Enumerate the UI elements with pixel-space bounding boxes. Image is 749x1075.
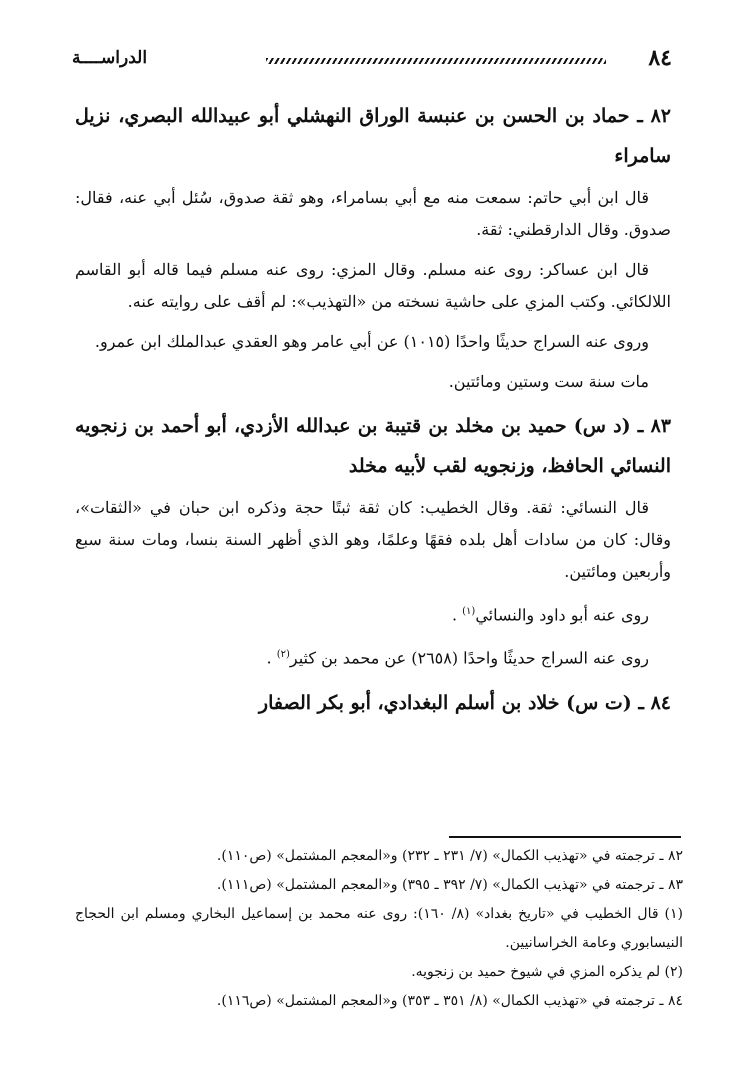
- footnote-1: (١) قال الخطيب في «تاريخ بغداد» (٨/ ١٦٠): روى عنه محمد بن إسماعيل البخاري ومسلم ابن الحجاج النيسابوري وعامة الخراسانيين.: [75, 906, 683, 951]
- entry-82-paragraph-4: مات سنة ست وستين ومائتين.: [448, 372, 649, 391]
- entry-83-paragraph-3-text: روى عنه السراج حديثًا واحدًا (٢٦٥٨) عن محمد بن كثير: [289, 648, 649, 668]
- footnote-82: ٨٢ ـ ترجمته في «تهذيب الكمال» (٧/ ٢٣١ ـ ٢٣٢) و«المعجم المشتمل» (ص١١٠).: [216, 848, 683, 864]
- entry-82-paragraph-2: قال ابن عساكر: روى عنه مسلم. وقال المزي: روى عنه مسلم فيما قاله أبو القاسم اللالكائي. وكتب المزي على حاشية نسخته من «التهذيب»: لم أقف على روايته عنه.: [75, 260, 671, 311]
- entry-83-paragraph-2-end: .: [451, 605, 463, 625]
- entry-83-paragraph-3-end: .: [266, 648, 277, 668]
- entry-82-paragraph-3: وروى عنه السراج حديثًا واحدًا (١٠١٥) عن أبي عامر وهو العقدي عبدالملك ابن عمرو.: [94, 332, 649, 351]
- footnote-separator: [449, 836, 681, 838]
- entry-82-paragraph-1: قال ابن أبي حاتم: سمعت منه مع أبي بسامراء، وهو ثقة صدوق، سُئل أبي عنه، فقال: صدوق. وقال الدارقطني: ثقة.: [75, 188, 671, 239]
- entry-83-paragraph-1: قال النسائي: ثقة. وقال الخطيب: كان ثقة ثبتًا حجة وذكره ابن حبان في «الثقات»، وقال: كان من سادات أهل بلده فقهًا وعلمًا، وهو الذي أظهر السنة بنسا، ومات سنة سبع وأربعين ومائتين.: [75, 498, 671, 581]
- footnote-83: ٨٣ ـ ترجمته في «تهذيب الكمال» (٧/ ٣٩٢ ـ ٣٩٥) و«المعجم المشتمل» (ص١١١).: [216, 877, 683, 893]
- entry-83-paragraph-3: [75, 639, 671, 674]
- main-text: [75, 96, 671, 729]
- page-number: ٨٤: [648, 45, 672, 71]
- footnote-marker-1: (١): [462, 606, 476, 617]
- footnote-84: ٨٤ ـ ترجمته في «تهذيب الكمال» (٨/ ٣٥١ ـ ٣٥٣) و«المعجم المشتمل» (ص١١٦).: [216, 993, 683, 1009]
- footnote-2: (٢) لم يذكره المزي في شيوخ حميد بن زنجويه.: [411, 964, 683, 980]
- entry-83-heading: ٨٣ ـ (د س) حميد بن مخلد بن قتيبة بن عبدالله الأزدي، أبو أحمد بن زنجويه النسائي الحافظ، وزنجويه لقب لأبيه مخلد: [75, 415, 671, 477]
- entry-83-paragraph-2-text: روى عنه أبو داود والنسائي: [475, 605, 649, 625]
- entry-83-paragraph-2: [75, 596, 671, 631]
- header-decorative-rule: [266, 58, 606, 64]
- footnote-marker-2: (٢): [276, 649, 290, 661]
- footnotes: [75, 842, 683, 1016]
- entry-82-heading: ٨٢ ـ حماد بن الحسن بن عنبسة الوراق النهشلي أبو عبيدالله البصري، نزيل سامراء: [75, 105, 671, 167]
- page-header: [72, 44, 672, 74]
- running-title: الدراســــة: [72, 48, 148, 68]
- entry-84-heading: ٨٤ ـ (ت س) خلاد بن أسلم البغدادي، أبو بكر الصفار: [258, 691, 671, 714]
